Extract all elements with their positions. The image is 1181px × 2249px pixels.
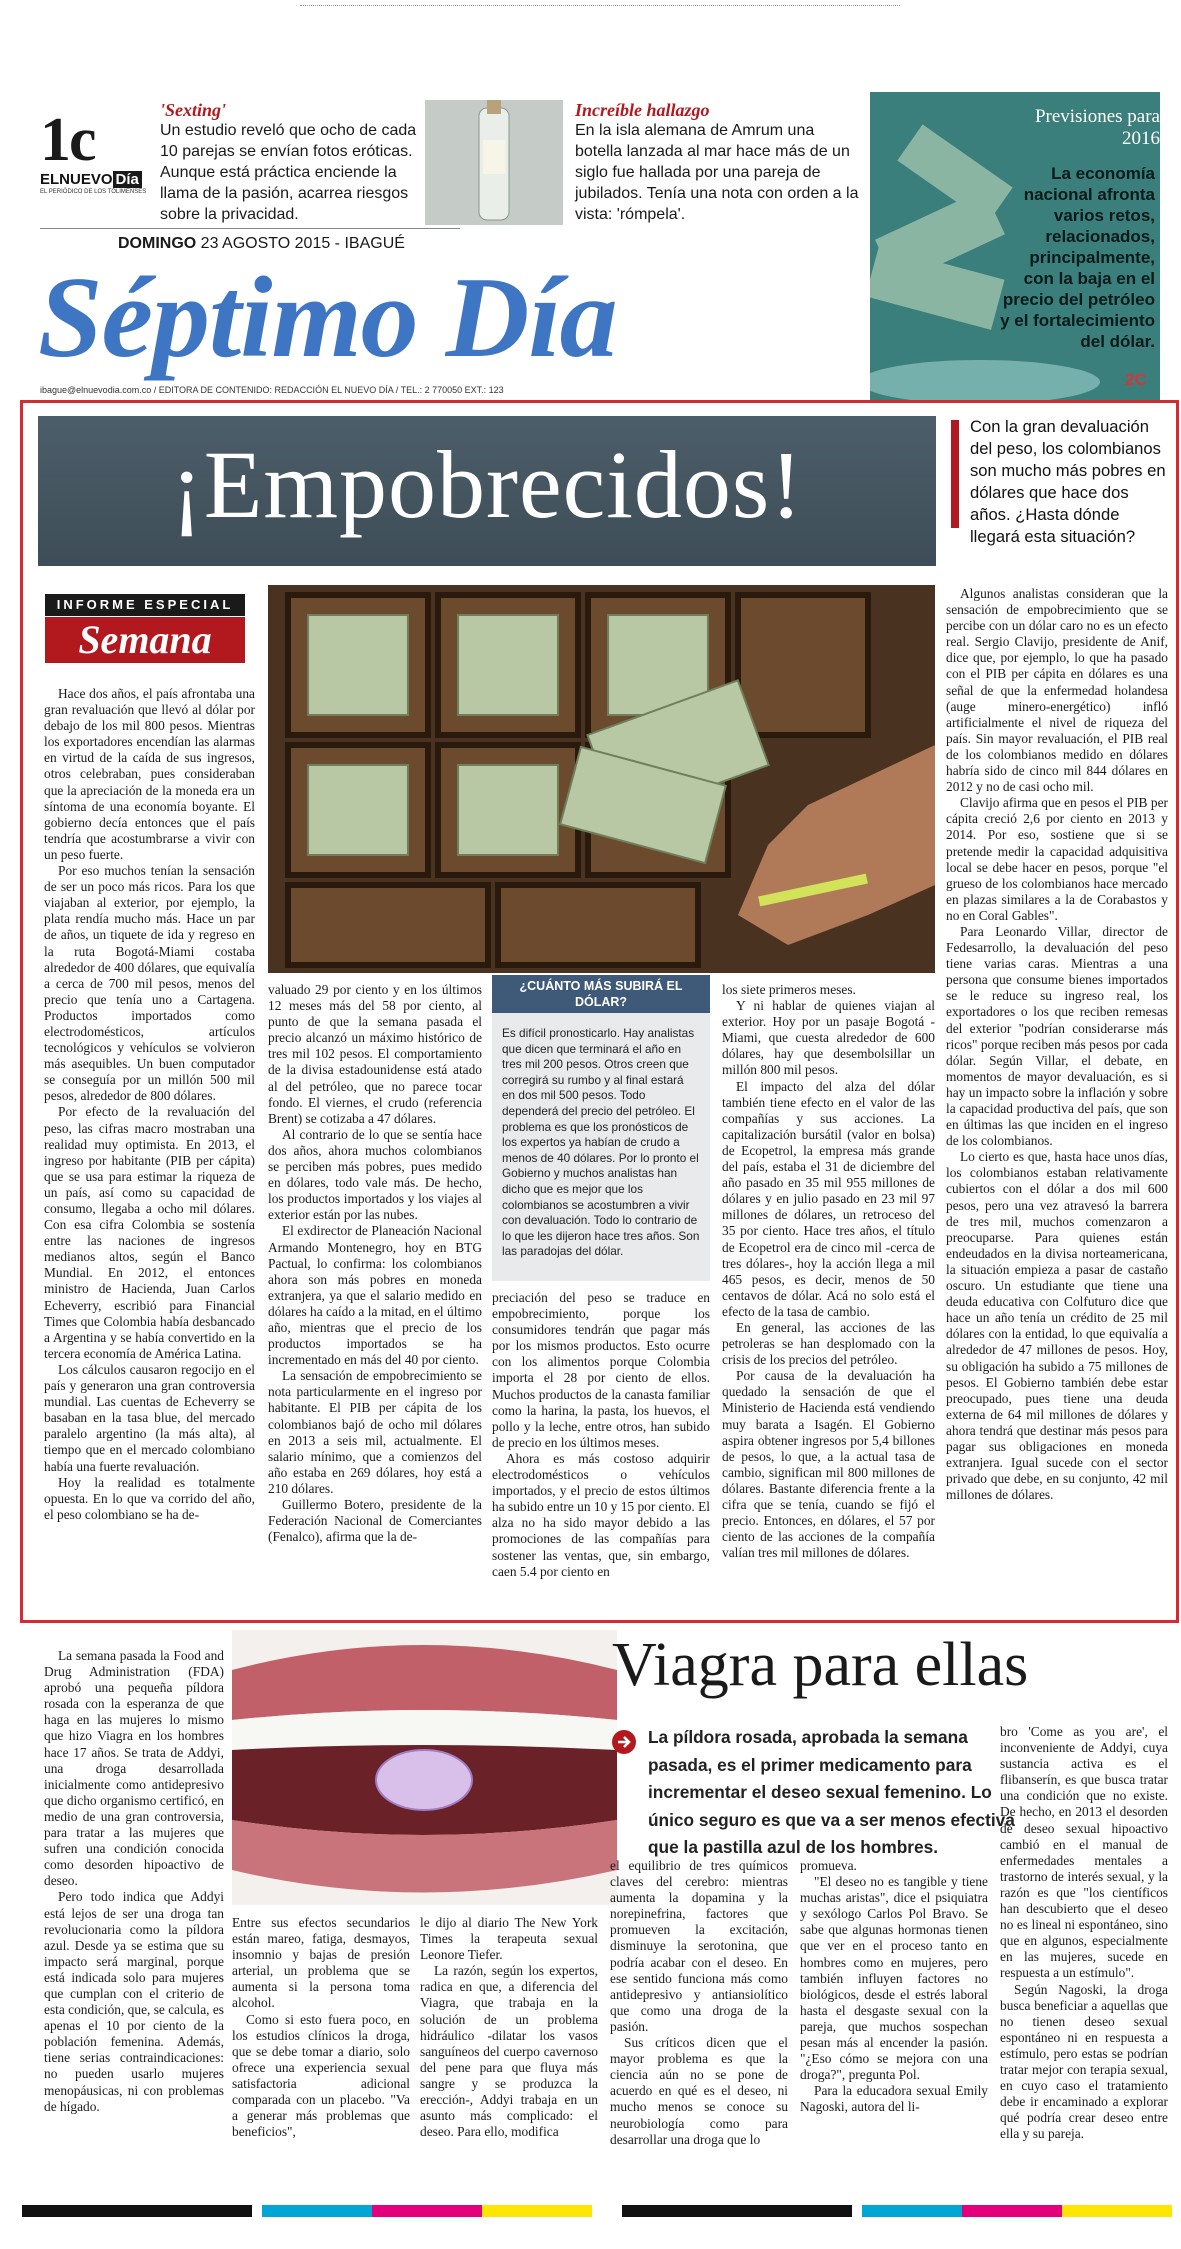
date-day: DOMINGO	[118, 235, 197, 252]
paragraph: Los cálculos causaron regocijo en el país y generaron una gran controversia mundial. Las cuentas de Echeverry se basaban en la tasa blue, del mercado paralelo argentino (la más alta), al tiempo que en el mercado colombiano había una fuerte revaluación.	[44, 1361, 255, 1474]
teaser-title: Increíble hallazgo	[575, 100, 710, 120]
report-column-1	[44, 686, 255, 1523]
paragraph: Y ni hablar de quienes viajan al exterior. Hoy por un pasaje Bogotá - Miami, que cuesta alrededor de 600 dólares, hay que desembolsillar un millón 800 mil pesos.	[722, 998, 935, 1078]
paragraph: Ahora es más costoso adquirir electrodomésticos o vehículos importados, y el precio de estos últimos ha subido entre un 10 y 15 por ciento. El alza no ha sido mayor debido a las promociones de las compañías para sostener las ventas, que, sin embargo, caen 5.4 por ciento en	[492, 1450, 710, 1579]
paragraph: Como si esto fuera poco, en los estudios clínicos la droga, que se debe tomar a diario, solo ofrece una experiencia sexual satisfactoria adicional comparada con un placebo. "Va a generar más problemas que beneficios",	[232, 2011, 410, 2140]
paragraph: Según Nagoski, la droga busca beneficiar a aquellas que no tienen deseo sexual espontáneo ni en respuesta a estímulo, pero estas se podrían tratar mejor con terapia sexual, en cuyo caso el tratamiento debe ir encaminado a explorar qué podría crear deseo entre ella y su pareja.	[1000, 1981, 1168, 2142]
arrow-right-icon	[612, 1730, 636, 1754]
brand-tagline: EL PERIÓDICO DE LOS TOLIMENSES	[40, 189, 147, 195]
bottle-icon	[425, 100, 563, 225]
teaser-hallazgo[interactable]	[575, 100, 860, 225]
section-letter: 1c	[40, 106, 95, 174]
paragraph: Hace dos años, el país afrontaba una gran revaluación que llevó al dólar por debajo de los mil 800 pesos. Mientras los exportadores encendían las alarmas en virtud de la caída de sus ingresos, otros celebraban, pues consideraban que la apreciación de la moneda era un síntoma de una economía boyante. El gobierno decía entonces que el país tendría que acostumbrarse a vivir con un peso fuerte.	[44, 686, 255, 862]
paragraph: Por efecto de la revaluación del peso, las cifras macro mostraban una realidad muy optimista. En 2013, el ingreso por habitante (PIB per cápita) que se usa para estimar la riqueza de un país, así como su capacidad de consumo, llegaba a ocho mil dólares. Con esa cifra Colombia se sostenía entre las naciones de ingresos medianos altos, según el Banco Mundial. En 2012, el entonces ministro de Hacienda, Juan Carlos Echeverry, escribió para Financial Times que Colombia había desbancado a Argentina y se había convertido en la tercera economía de América Latina.	[44, 1104, 255, 1361]
teaser-sexting[interactable]	[160, 100, 422, 225]
paragraph: Para la educadora sexual Emily Nagoski, autora del li-	[800, 2083, 988, 2115]
paragraph: valuado 29 por ciento y en los últimos 12 meses más del 58 por ciento, al punto de que la semana pasada el precio alcanzó un máximo histórico de tres mil 102 pesos. El comportamiento de la divisa estadounidense está atado al del petróleo, que no parece tocar fondo. El viernes, el crudo (referencia Brent) se cotizaba a 47 dólares.	[268, 982, 482, 1126]
viagra-column-3	[420, 1915, 598, 2140]
viagra-lede: La píldora rosada, aprobada la semana pasada, es el primer medicamento para incrementar el deseo sexual femenino. Lo único seguro es que va a ser menos efectiva que la pastilla azul de los hombres.	[648, 1727, 1015, 1857]
paragraph: Al contrario de lo que se sentía hace dos años, ahora muchos colombianos se perciben más pobres, pues medido en dólares, todo vale más. De hecho, los productos importados y los viajes al exterior están por las nubes.	[268, 1126, 482, 1223]
header-rule	[40, 228, 460, 229]
paragraph: Entre sus efectos secundarios están mareo, fatiga, desmayos, insomnio y bajas de presión arterial, un problema que se aumenta si la persona toma alcohol.	[232, 1915, 410, 2011]
forecast-title: Previsiones para 2016	[1034, 106, 1160, 149]
paragraph: La sensación de empobrecimiento se nota particularmente en el ingreso por habitante. El PIB per cápita de los colombianos bajó de ocho mil dólares en 2013 a seis mil, actualmente. El salario mínimo, que a comienzos del año estaba en 269 dólares, hoy está a 210 dólares.	[268, 1368, 482, 1496]
editor-line: ibague@elnuevodia.com.co / EDITORA DE CONTENIDO: REDACCIÓN EL NUEVO DÍA / TEL.: 2 770050 EXT.: 123	[40, 385, 504, 395]
paragraph: La razón, según los expertos, radica en que, a diferencia del Viagra, que trabaja en la solución de un problema hidráulico -dilatar los vasos sanguíneos del cuerpo cavernoso del pene para que fluya más sangre y se produzca la erección-, Addyi trabaja en un asunto más complicado: el deseo. Para ello, modifica	[420, 1963, 598, 2140]
paragraph: le dijo al diario The New York Times la terapeuta sexual Leonore Tiefer.	[420, 1915, 598, 1963]
paragraph: Por eso muchos tenían la sensación de ser un poco más ricos. Para los que viajaban al exterior, por ejemplo, la plata rendía mucho más. Hace un par de años, un tiquete de ida y regreso en la ruta Bogotá-Miami costaba alrededor de 400 dólares, que equivalía a cerca de 700 mil pesos, menos del precio que tenía uno a Cartagena. Productos importados como electrodomésticos, artículos tecnológicos y vehículos se volvieron más asequibles. Un buen computador se conseguía por un millón 500 mil pesos, alrededor de 800 dólares.	[44, 863, 255, 1104]
viagra-column-4	[610, 1858, 788, 2148]
paragraph: bro 'Come as you are', el inconveniente de Addyi, cuya sustancia activa es el flibanserín, es que busca tratar una condición que no existe. De hecho, en 2013 el desorden de deseo sexual hipoactivo cambió en el manual de enfermedades mentales a trastorno de interés sexual, y la razón es que "los científicos han descubierto que el deseo no es lineal ni espontáneo, sino que en algunos, especialmente en las mujeres, sucede en respuesta a un estímulo".	[1000, 1724, 1168, 1981]
report-column-5	[946, 586, 1168, 1503]
report-column-2	[268, 982, 482, 1545]
report-column-4	[722, 982, 935, 1561]
section-masthead: Séptimo Día	[38, 254, 617, 382]
report-headline: ¡Empobrecidos!	[170, 431, 804, 538]
report-column-3	[492, 1290, 710, 1580]
viagra-column-5	[800, 1858, 988, 2116]
forecast-page-ref[interactable]: 2C	[1125, 370, 1147, 389]
paragraph: Por causa de la devaluación ha quedado la sensación de que el Ministerio de Hacienda está vendiendo muy barata a Isagén. El Gobierno aspira obtener ingresos por 5,4 billones de pesos, lo que, a la actual tasa de cambio, significan mil 800 millones de dólares. Bastante diferencia frente a la cifra que se tenía, cuando se fijó el precio. Entonces, en dólares, el 57 por ciento de las acciones de la compañía valían tres mil millones de dólares.	[722, 1368, 935, 1561]
lede-accent-bar	[951, 420, 959, 528]
pill-icon	[232, 1630, 617, 1905]
brand-logo	[40, 172, 142, 188]
sidebar-title: ¿CUÁNTO MÁS SUBIRÁ EL DÓLAR?	[492, 975, 710, 1013]
paragraph: En general, las acciones de las petroleras se han desplomado con la crisis de los precios del petróleo.	[722, 1319, 935, 1368]
viagra-column-2	[232, 1915, 410, 2140]
paragraph: el equilibrio de tres químicos claves del cerebro: mientras aumenta la dopamina y la norepinefrina, factores que promueven la excitación, disminuye la serotonina, que podría acabar con el deseo. En ese sentido funciona más como antidepresivo y antiansiolítico que como una droga de la pasión.	[610, 1858, 788, 2034]
date-rest: 23 AGOSTO 2015 - IBAGUÉ	[200, 235, 405, 252]
paragraph: preciación del peso se traduce en empobrecimiento, porque los consumidores tendrán que pagar más por los mismos productos. Esto ocurre con los alimentos porque Colombia importa el 28 por ciento de ellos. Muchos productos de la canasta familiar como la harina, la pasta, los huevos, el pollo y la leche, entre otros, han subido de precio en los últimos meses.	[492, 1290, 710, 1450]
money-drawer-photo	[268, 585, 935, 973]
dateline	[118, 235, 405, 253]
bottle-thumbnail	[425, 100, 563, 225]
print-color-bar	[22, 2204, 1172, 2216]
paragraph: Lo cierto es que, hasta hace unos días, los colombianos estaban relativamente cubiertos con el dólar a dos mil 600 pesos, pero una vez atravesó la barrera de tres mil, muchos comenzaron a preocuparse. Para quienes están endeudados en la divisa norteamericana, la situación empieza a pasar de castaño oscuro. Un estudiante que tiene una deuda educativa con Colfuturo dice que hace un año tenía un crédito de 25 mil dólares con la entidad, lo que equivalía a alrededor de 47 millones de pesos. Hoy, su obligación ha subido a 75 millones de pesos. El Gobierno también debe estar preocupado, pues tiene una deuda externa de 64 mil millones de dólares y ahora tendrá que destinar más pesos para pagar sus obligaciones en moneda extranjera. Igual sucede con el sector privado que debe, en su conjunto, 42 mil millones de dólares.	[946, 1149, 1168, 1503]
sidebar-text: Es difícil pronosticarlo. Hay analistas que dicen que terminará el año en tres mil 200 pesos. Otros creen que corregirá su rumbo y al final estará en dos mil 500 pesos. Todo dependerá del precio del petróleo. El problema es que los pronósticos de los expertos ya habían de crudo a menos de 40 dólares. Por lo pronto el Gobierno y muchos analistas han dicho que es mejor que los colombianos se acostumbren a vivir con devaluación. Todo lo contrario de lo que les dijeron hace tres años. Son las paradojas del dólar.	[502, 1026, 700, 1259]
paragraph: El impacto del alza del dólar también tiene efecto en el valor de las compañías y sus acciones. La capitalización bursátil (valor en bolsa) de Ecopetrol, la empresa más grande del país, estaba el 31 de diciembre del año pasado en 35 mil 955 millones de dólares y en julio pasado en 23 mil 97 millones de dólares, un retroceso del 35 por ciento. Hace tres años, el título de Ecopetrol era de cinco mil -cerca de tres dólares-, hoy la acción llega a mil 465 pesos, es decir, menos de 50 centavos de dólar. Acá no solo está el efecto de la tasa de cambio.	[722, 1078, 935, 1319]
paragraph: los siete primeros meses.	[722, 982, 856, 997]
viagra-headline: Viagra para ellas	[612, 1631, 1029, 1699]
paragraph: El exdirector de Planeación Nacional Armando Montenegro, hoy en BTG Pactual, lo confirma: los colombianos ahora son más pobres en moneda extranjera, ya que el salario medido en dólares ha caído a la mitad, en el último año, mientras que el precio de los productos importados se ha incrementado en más del 40 por ciento.	[268, 1223, 482, 1368]
teaser-title: 'Sexting'	[160, 100, 227, 120]
paragraph: Hoy la realidad es totalmente opuesta. En lo que va corrido del año, el peso colombiano se ha de-	[44, 1474, 255, 1522]
paragraph: Pero todo indica que Addyi está lejos de ser una droga tan revolucionaria como la píldora azul. Desde ya se estima que su impacto será marginal, porque está indicada solo para mujeres que cumplan con el criterio de esta condición, que, se calcula, es apenas el 10 por ciento de la población femenina. Además, tiene serias contraindicaciones: no pueden usarlo mujeres menopáusicas, ni con problemas de hígado.	[44, 1889, 224, 2114]
brand-main: ELNUEVO	[40, 171, 113, 188]
teaser-body: Un estudio reveló que ocho de cada 10 parejas se envían fotos eróticas. Aunque está práctica enciende la llama de la pasión, acarrea riesgos sobre la privacidad.	[160, 122, 417, 223]
cash-drawer-icon	[268, 585, 935, 973]
teaser-body: En la isla alemana de Amrum una botella lanzada al mar hace más de un siglo fue hallada por una pareja de jubilados. Tenía una nota con orden a la vista: 'rómpela'.	[575, 122, 859, 223]
forecast-body: La economía nacional afronta varios retos, relacionados, principalmente, con la baja en el precio del petróleo y el fortalecimiento del dólar.	[1000, 164, 1155, 351]
paragraph: "El deseo no es tangible y tiene muchas aristas", dice el psiquiatra y sexólogo Carlos Pol Bravo. Se sabe que algunas hormonas tienen que ver en el proceso tanto en hombres como en mujeres, pero también influyen factores no biológicos, desde el estrés laboral hasta el desgaste sexual con la pareja, que muchos sospechan pesan más al encender la pasión. "¿Eso cómo se mejora con una droga?", pregunta Pol.	[800, 1874, 988, 2083]
paragraph: Sus críticos dicen que el mayor problema es que la ciencia aún no se pone de acuerdo en qué es el deseo, ni mucho menos se conoce su neurobiología como para desarrollar una droga que lo	[610, 2035, 788, 2147]
paragraph: La semana pasada la Food and Drug Administration (FDA) aprobó una pequeña píldora rosada con la esperanza de que haga en las mujeres lo mismo que hizo Viagra en los hombres hace 17 años. Se trata de Addyi, una droga desarrollada inicialmente como antidepresivo que dicho organismo certificó, en medio de una gran controversia, para tratar a las mujeres que sufren una condición conocida como desorden hipoactivo de deseo.	[44, 1648, 224, 1889]
mouth-pill-photo	[232, 1630, 617, 1905]
paragraph: Algunos analistas consideran que la sensación de empobrecimiento que se percibe con un dólar caro no es un efecto real. Sergio Clavijo, presidente de Anif, dice que, por ejemplo, lo que ha pasado con el PIB per cápita en dólares es una señal de que la enfermedad holandesa (auge minero-energético) infló artificialmente el nivel de riqueza del país. Sin mayor revaluación, el PIB real de los colombianos medido en dólares habría sido de cinco mil 844 dólares en 2012 y no de casi ocho mil.	[946, 586, 1168, 795]
report-lede: Con la gran devaluación del peso, los colombianos son mucho más pobres en dólares que hace dos años. ¿Hasta dónde llegará esta situación?	[970, 417, 1166, 546]
registration-strip	[300, 0, 900, 6]
badge-informe-especial: INFORME ESPECIAL	[45, 594, 245, 616]
viagra-column-6	[1000, 1724, 1168, 2142]
paragraph: Para Leonardo Villar, director de Fedesarrollo, la devaluación del peso tiene varias caras. Mientras a una persona que consume bienes importados se le reduce su ingreso real, los exportadores o los que reciben remesas del exterior "podrían considerarse más ricos" porque reciben más pesos por cada dólar. Según Villar, el debate, en momentos de mayor devaluación, es si hay un impacto sobre la inflación y sobre la capacidad productiva del país, que son en últimas las que inciden en el ingreso de los colombianos.	[946, 923, 1168, 1149]
viagra-column-1	[44, 1648, 224, 2115]
badge-semana: Semana	[45, 617, 245, 663]
paragraph: Clavijo afirma que en pesos el PIB per cápita creció 2,6 por ciento en 2013 y 2014. Por eso, sostiene que si se pretende medir la capacidad adquisitiva local se debe hacer en pesos, porque "el grueso de los colombianos hace mercado en plazas similares a la de Corabastos y no en Coral Gables".	[946, 795, 1168, 923]
paragraph: Guillermo Botero, presidente de la Federación Nacional de Comerciantes (Fenalco), afirma que la de-	[268, 1497, 482, 1545]
brand-dia: Día	[113, 171, 142, 188]
paragraph: promueva.	[800, 1858, 857, 1873]
